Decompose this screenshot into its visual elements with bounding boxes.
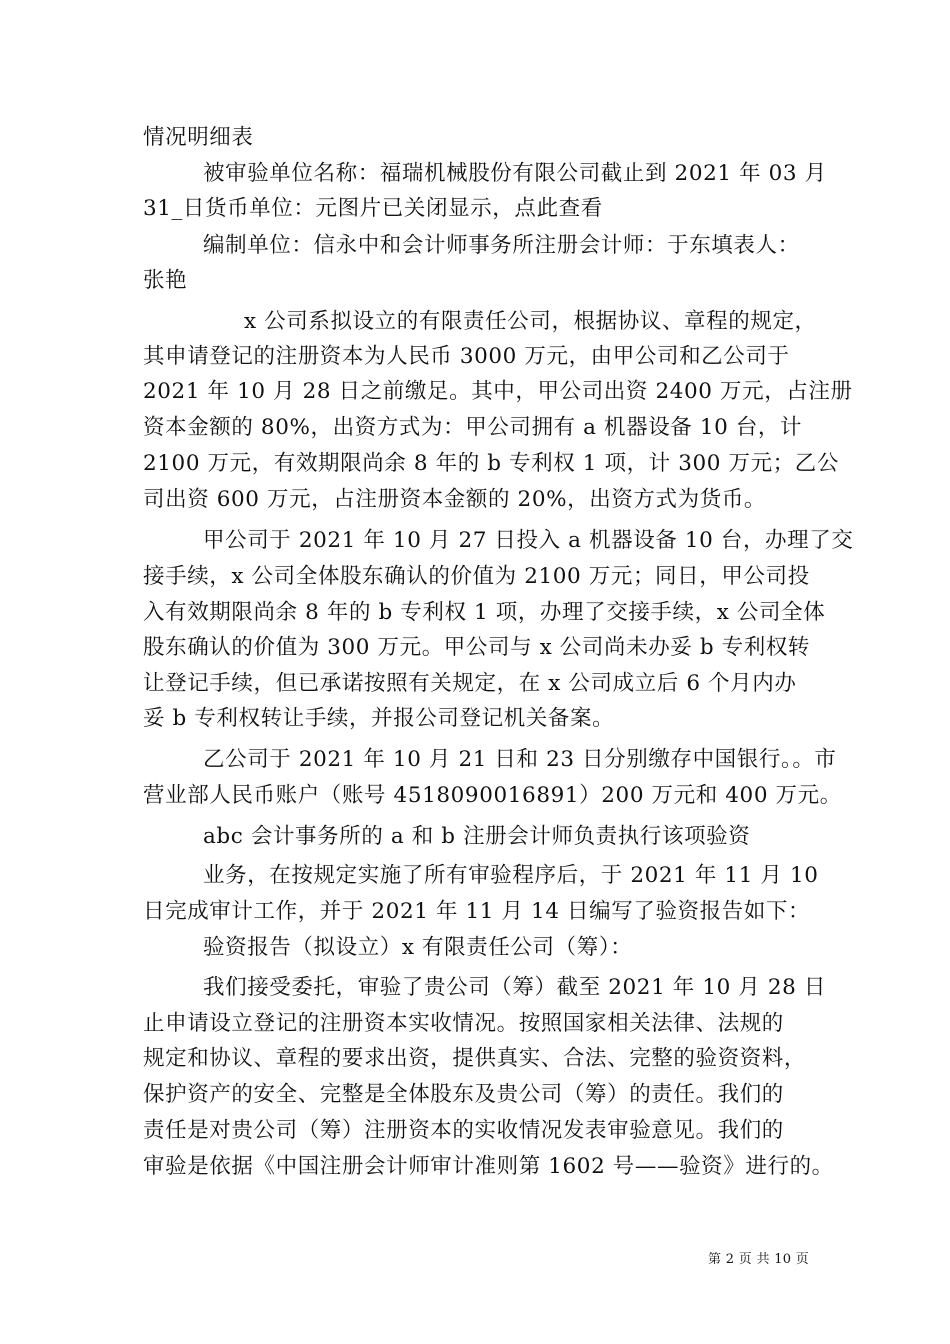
paragraph-1-line-5: 2100 万元，有效期限尚余 8 年的 b 专利权 1 项，计 300 万元；乙公 [143,451,839,476]
paragraph-2-line-2: 接手续，x 公司全体股东确认的价值为 2100 万元；同日，甲公司投 [143,564,810,589]
header-line-2: 31_日货币单位：元图片已关闭显示，点此查看 [143,196,603,221]
paragraph-7-line-5: 责任是对贵公司（筹）注册资本的实收情况发表审验意见。我们的 [143,1118,784,1143]
paragraph-1-line-4: 资本金额的 80%，出资方式为：甲公司拥有 a 机器设备 10 台，计 [143,415,803,440]
header-line-4: 张艳 [143,268,188,293]
paragraph-4-line-1: abc 会计事务所的 a 和 b 注册会计师负责执行该项验资 [203,824,751,849]
paragraph-5-line-2: 日完成审计工作，并于 2021 年 11 月 14 日编写了验资报告如下： [143,899,811,924]
paragraph-3-line-1: 乙公司于 2021 年 10 月 21 日和 23 日分别缴存中国银行。。市 [203,747,837,772]
paragraph-1-line-1: x 公司系拟设立的有限责任公司，根据协议、章程的规定， [244,309,817,334]
paragraph-2-line-1: 甲公司于 2021 年 10 月 27 日投入 a 机器设备 10 台，办理了交 [203,528,854,553]
paragraph-1-line-3: 2021 年 10 月 28 日之前缴足。其中，甲公司出资 2400 万元，占注册 [143,379,853,404]
document-title: 情况明细表 [143,125,254,150]
paragraph-1-line-2: 其申请登记的注册资本为人民币 3000 万元，由甲公司和乙公司于 [143,344,790,369]
paragraph-7-line-6: 审验是依据《中国注册会计师审计准则第 1602 号——验资》进行的。 [143,1154,834,1179]
paragraph-7-line-3: 规定和协议、章程的要求出资，提供真实、合法、完整的验资资料， [143,1046,807,1071]
paragraph-6-line-1: 验资报告（拟设立）x 有限责任公司（筹）： [203,935,633,960]
paragraph-7-line-1: 我们接受委托，审验了贵公司（筹）截至 2021 年 10 月 28 日 [203,975,826,1000]
page-number-footer: 第 2 页 共 10 页 [708,1252,810,1267]
paragraph-1-line-6: 司出资 600 万元，占注册资本金额的 20%，出资方式为货币。 [143,487,767,512]
paragraph-5-line-1: 业务，在按规定实施了所有审验程序后，于 2021 年 11 月 10 [203,863,819,888]
paragraph-7-line-4: 保护资产的安全、完整是全体股东及贵公司（筹）的责任。我们的 [143,1082,784,1107]
paragraph-3-line-2: 营业部人民币账户（账号 4518090016891）200 万元和 400 万元。 [143,783,842,808]
paragraph-2-line-3: 入有效期限尚余 8 年的 b 专利权 1 项，办理了交接手续，x 公司全体 [143,600,826,625]
paragraph-2-line-6: 妥 b 专利权转让手续，并报公司登记机关备案。 [143,706,615,731]
header-line-3: 编制单位：信永中和会计师事务所注册会计师：于东填表人： [203,233,800,258]
header-line-1: 被审验单位名称：福瑞机械股份有限公司截止到 2021 年 03 月 [203,161,827,186]
paragraph-2-line-5: 让登记手续，但已承诺按照有关规定，在 x 公司成立后 6 个月内办 [143,671,797,696]
paragraph-7-line-2: 止申请设立登记的注册资本实收情况。按照国家相关法律、法规的 [143,1011,784,1036]
paragraph-2-line-4: 股东确认的价值为 300 万元。甲公司与 x 公司尚未办妥 b 专利权转 [143,635,811,660]
